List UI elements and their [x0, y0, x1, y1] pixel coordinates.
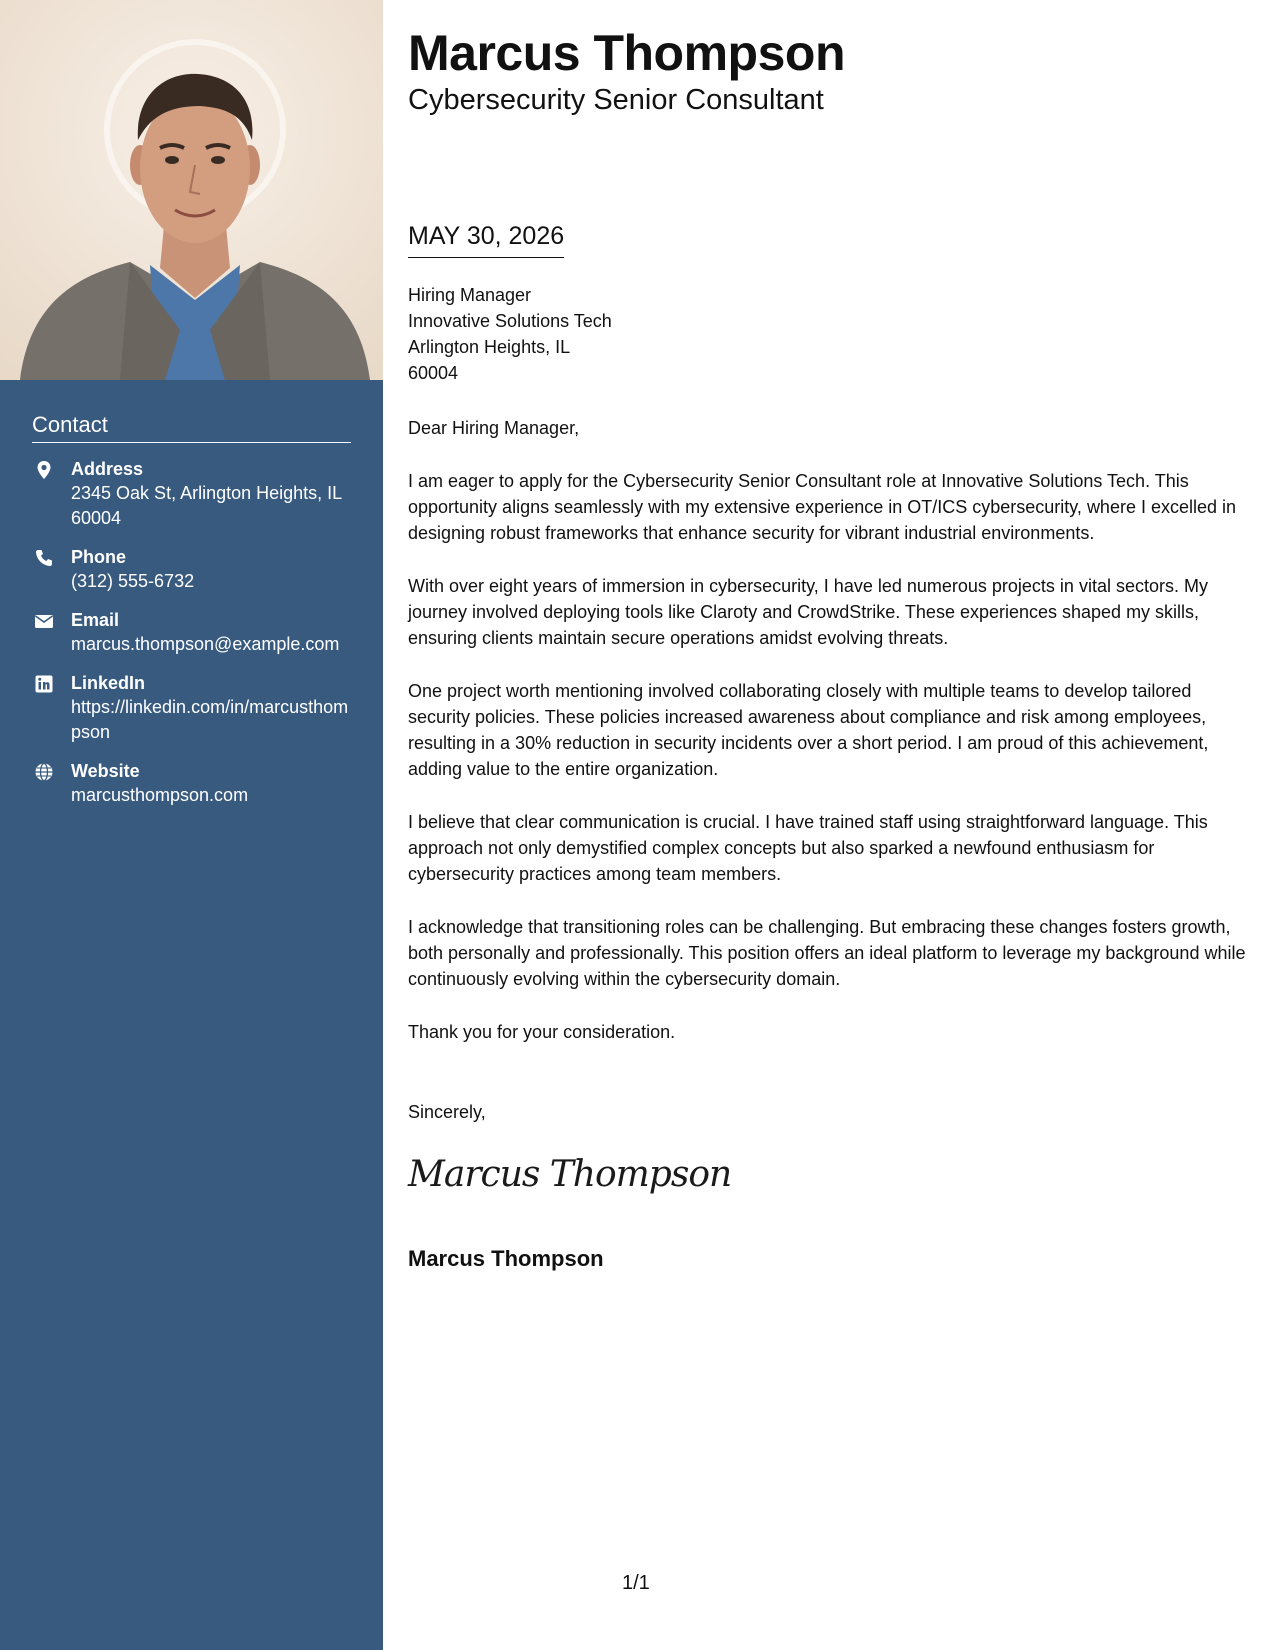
sidebar	[0, 0, 383, 1650]
recipient-line: Arlington Heights, IL	[408, 337, 571, 357]
paragraph: I believe that clear communication is crucial. I have trained staff using straightforward language. This approach not only demystified complex concepts but also sparked a newfound enthusiasm for cybersecurity practices among team members.	[408, 812, 1208, 884]
paragraph: Thank you for your consideration.	[408, 1022, 676, 1042]
paragraph: I acknowledge that transitioning roles can be challenging. But embracing these changes fosters growth, both personally and professionally. This position offers an ideal platform to leverage my background while continuously evolving within the cybersecurity domain.	[408, 917, 1246, 989]
phone-value: (312) 555-6732	[71, 571, 195, 591]
recipient-line: 60004	[408, 363, 459, 383]
contact-email	[32, 608, 351, 657]
phone-label: Phone	[71, 547, 127, 567]
address-value: 2345 Oak St, Arlington Heights, IL 60004	[71, 483, 342, 528]
phone-icon	[34, 548, 54, 568]
printed-name: Marcus Thompson	[408, 1246, 604, 1271]
contact-address	[32, 457, 351, 531]
contact-section	[32, 412, 351, 822]
globe-icon	[34, 762, 54, 782]
linkedin-value[interactable]: https://linkedin.com/in/marcusthompson	[71, 697, 349, 742]
website-value[interactable]: marcusthompson.com	[71, 785, 249, 805]
profile-photo	[0, 0, 383, 380]
page-title: Marcus Thompson	[408, 25, 845, 81]
map-pin-icon	[34, 460, 54, 480]
signature: Marcus Thompson	[408, 1154, 732, 1195]
closing: Sincerely,	[408, 1102, 486, 1122]
paragraph: With over eight years of immersion in cybersecurity, I have led numerous projects in vital sectors. My journey involved deploying tools like Claroty and CrowdStrike. These experiences shaped my skills, ensuring clients maintain secure operations amidst evolving threats.	[408, 576, 1208, 648]
website-label: Website	[71, 761, 140, 781]
contact-linkedin	[32, 671, 351, 745]
recipient-line: Innovative Solutions Tech	[408, 311, 612, 331]
email-label: Email	[71, 610, 120, 630]
linkedin-label: LinkedIn	[71, 673, 146, 693]
recipient-block	[408, 282, 612, 386]
letter-content	[408, 415, 1248, 1072]
linkedin-icon	[34, 674, 54, 694]
job-title: Cybersecurity Senior Consultant	[408, 84, 824, 116]
salutation: Dear Hiring Manager,	[408, 418, 580, 438]
email-value[interactable]: marcus.thompson@example.com	[71, 634, 340, 654]
paragraph: I am eager to apply for the Cybersecurity Senior Consultant role at Innovative Solutions Tech. This opportunity aligns seamlessly with my extensive experience in OT/ICS cybersecurity, where I excelled in designing robust frameworks that enhance security for vibrant industrial environments.	[408, 471, 1237, 543]
letter-date: MAY 30, 2026	[408, 222, 564, 258]
page-number: 1/1	[622, 1572, 650, 1594]
envelope-icon	[34, 611, 54, 631]
contact-title: Contact	[32, 412, 351, 443]
address-label: Address	[71, 459, 144, 479]
contact-phone	[32, 545, 351, 594]
recipient-line: Hiring Manager	[408, 285, 532, 305]
paragraph: One project worth mentioning involved collaborating closely with multiple teams to develop tailored security policies. These policies increased awareness about compliance and risk among employees, resulting in a 30% reduction in security incidents over a short period. I am proud of this achievement, adding value to the entire organization.	[408, 681, 1209, 779]
contact-website	[32, 759, 351, 808]
